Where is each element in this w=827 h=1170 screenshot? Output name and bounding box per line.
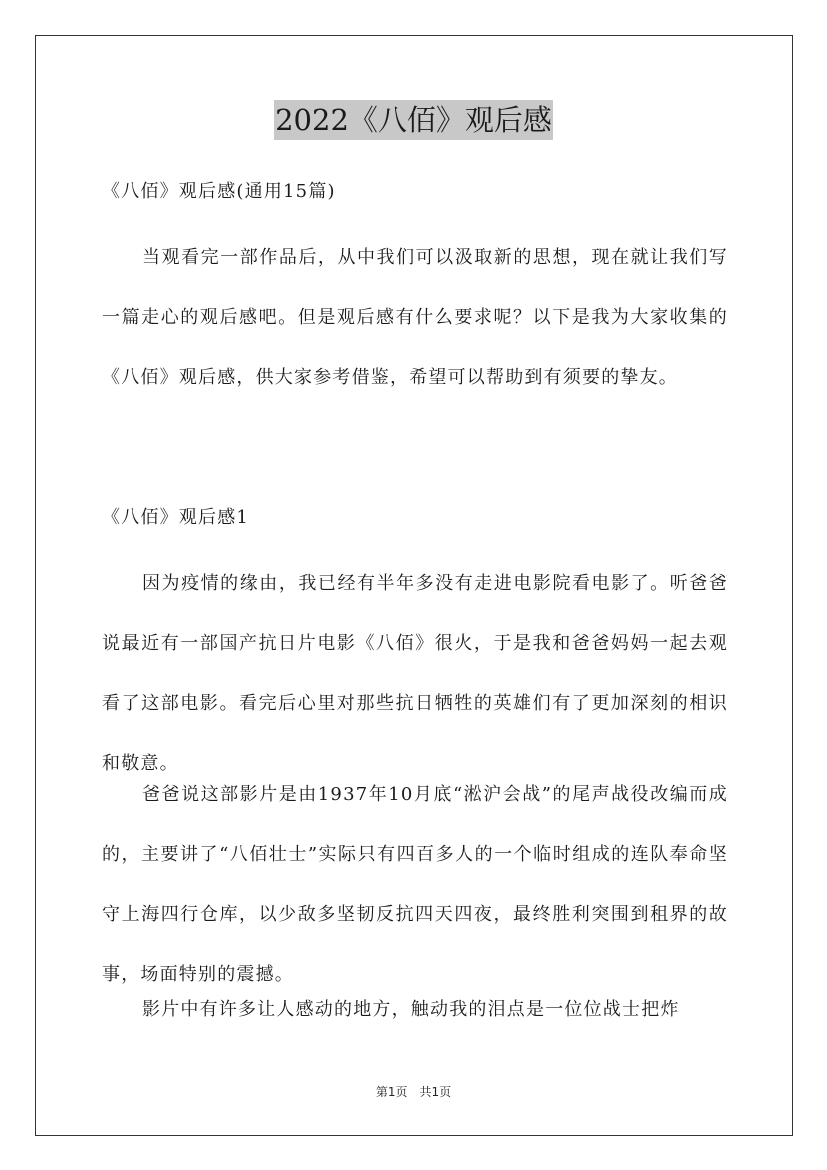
document-subtitle: 《八佰》观后感(通用15篇) — [102, 181, 336, 202]
section-1-heading: 《八佰》观后感1 — [102, 507, 250, 528]
document-title — [0, 100, 827, 140]
section-1-paragraph-2: 爸爸说这部影片是由1937年10月底“淞沪会战”的尾声战役改编而成的，主要讲了“八佰壮士”实际只有四百多人的一个临时组成的连队奉命坚守上海四行仓库，以少敌多坚韧反抗四天四夜，最终胜利突围到租界的故事，场面特别的震撼。 — [102, 784, 728, 985]
intro-paragraph: 当观看完一部作品后，从中我们可以汲取新的思想，现在就让我们写一篇走心的观后感吧。但是观后感有什么要求呢？以下是我为大家收集的《八佰》观后感，供大家参考借鉴，希望可以帮助到有须要的挚友。 — [102, 247, 728, 388]
document-title-text: 2022《八佰》观后感 — [274, 100, 553, 140]
section-1-paragraph-3: 影片中有许多让人感动的地方，触动我的泪点是一位位战士把炸 — [142, 999, 680, 1020]
section-1-paragraph-1: 因为疫情的缘由，我已经有半年多没有走进电影院看电影了。听爸爸说最近有一部国产抗日片电影《八佰》很火，于是我和爸爸妈妈一起去观看了这部电影。看完后心里对那些抗日牺牲的英雄们有了更加深刻的相识和敬意。 — [102, 573, 728, 774]
page-footer: 第1页 共1页 — [375, 1085, 452, 1099]
